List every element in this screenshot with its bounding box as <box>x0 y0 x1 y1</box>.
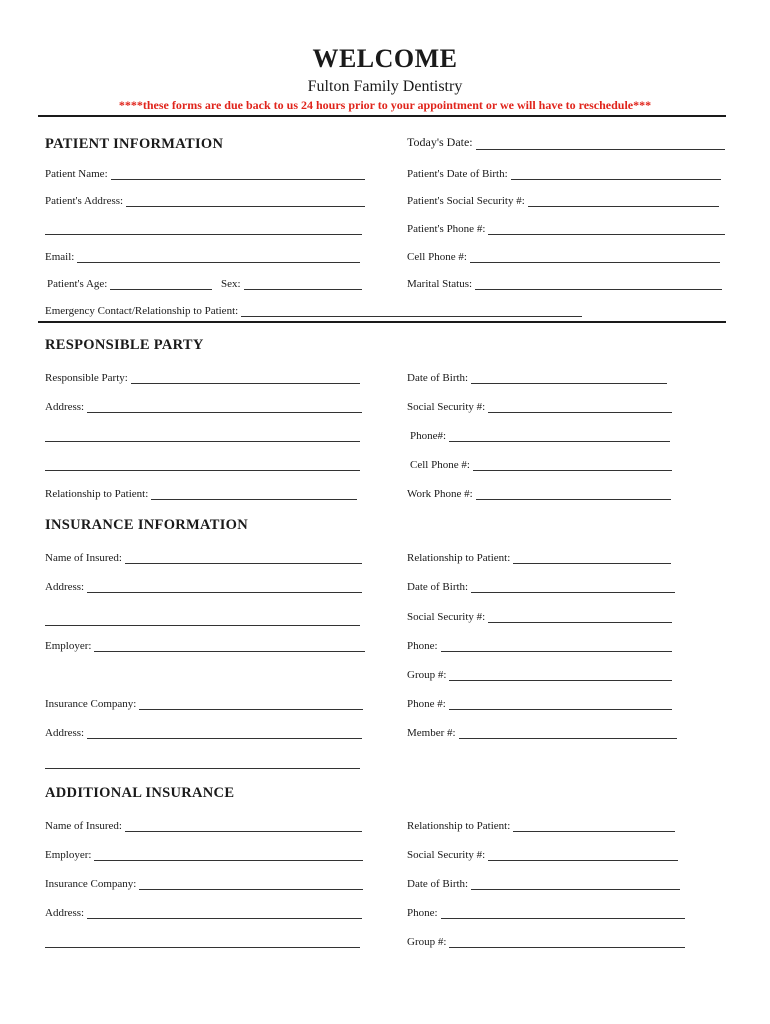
responsible-cell-line[interactable] <box>473 461 672 471</box>
insured-relationship-line[interactable] <box>513 554 671 564</box>
responsible-relationship-field[interactable]: Relationship to Patient: <box>45 488 357 500</box>
responsible-address-line[interactable] <box>87 403 362 413</box>
insurance-address-line-2[interactable] <box>45 768 360 769</box>
cell-phone-field[interactable]: Cell Phone #: <box>407 251 720 263</box>
member-number-line[interactable] <box>459 729 677 739</box>
additional-ssn-line[interactable] <box>488 851 678 861</box>
insured-ssn-field[interactable]: Social Security #: <box>407 611 672 623</box>
additional-address-line-2[interactable] <box>45 947 360 948</box>
patient-name-field[interactable]: Patient Name: <box>45 168 365 180</box>
additional-company-field[interactable]: Insurance Company: <box>45 878 363 890</box>
insurance-address-field[interactable]: Address: <box>45 727 362 739</box>
additional-relationship-line[interactable] <box>513 822 675 832</box>
patient-phone-field[interactable]: Patient's Phone #: <box>407 223 725 235</box>
patient-dob-line[interactable] <box>511 170 721 180</box>
insurance-company-field[interactable]: Insurance Company: <box>45 698 363 710</box>
patient-name-line[interactable] <box>111 170 365 180</box>
insured-phone-line[interactable] <box>441 642 672 652</box>
patient-ssn-field[interactable]: Patient's Social Security #: <box>407 195 719 207</box>
patient-ssn-line[interactable] <box>528 197 719 207</box>
section-additional-insurance: ADDITIONAL INSURANCE <box>45 785 235 801</box>
insurance-company-line[interactable] <box>139 700 363 710</box>
section-responsible-party: RESPONSIBLE PARTY <box>45 337 204 353</box>
responsible-address-field[interactable]: Address: <box>45 401 362 413</box>
responsible-phone-field[interactable]: Phone#: <box>410 430 670 442</box>
patient-address-line-2[interactable] <box>45 234 362 235</box>
email-field[interactable]: Email: <box>45 251 360 263</box>
responsible-phone-line[interactable] <box>449 432 670 442</box>
insured-dob-line[interactable] <box>471 583 675 593</box>
group-number-line[interactable] <box>449 671 672 681</box>
insured-dob-field[interactable]: Date of Birth: <box>407 581 675 593</box>
patient-section-divider <box>38 321 726 323</box>
employer-field[interactable]: Employer: <box>45 640 365 652</box>
additional-insured-name-line[interactable] <box>125 822 362 832</box>
responsible-party-line[interactable] <box>131 374 360 384</box>
additional-ssn-field[interactable]: Social Security #: <box>407 849 678 861</box>
additional-phone-line[interactable] <box>441 909 685 919</box>
page-title: WELCOME <box>312 44 458 73</box>
due-notice: ****these forms are due back to us 24 hours prior to your appointment or we will have to reschedule*** <box>118 98 652 112</box>
additional-company-line[interactable] <box>139 880 363 890</box>
insurance-phone-field[interactable]: Phone #: <box>407 698 672 710</box>
section-patient-information: PATIENT INFORMATION <box>45 136 224 152</box>
marital-status-line[interactable] <box>475 280 722 290</box>
header-divider <box>38 115 726 117</box>
responsible-dob-line[interactable] <box>471 374 667 384</box>
insured-ssn-line[interactable] <box>488 613 672 623</box>
emergency-contact-line[interactable] <box>241 307 582 317</box>
practice-name: Fulton Family Dentistry <box>307 78 463 95</box>
additional-group-line[interactable] <box>449 938 685 948</box>
patient-address-field[interactable]: Patient's Address: <box>45 195 365 207</box>
todays-date-field[interactable]: Today's Date: <box>407 135 725 150</box>
insurance-phone-line[interactable] <box>449 700 672 710</box>
additional-address-field[interactable]: Address: <box>45 907 362 919</box>
insured-address-line[interactable] <box>87 583 362 593</box>
employer-line[interactable] <box>94 642 365 652</box>
additional-relationship-field[interactable]: Relationship to Patient: <box>407 820 675 832</box>
patient-age-field[interactable]: Patient's Age: <box>47 278 212 290</box>
member-number-field[interactable]: Member #: <box>407 727 677 739</box>
insurance-address-line[interactable] <box>87 729 362 739</box>
insured-name-field[interactable]: Name of Insured: <box>45 552 362 564</box>
sex-field[interactable]: Sex: <box>221 278 362 290</box>
insured-address-field[interactable]: Address: <box>45 581 362 593</box>
insured-name-line[interactable] <box>125 554 362 564</box>
emergency-contact-field[interactable]: Emergency Contact/Relationship to Patient: <box>45 305 582 317</box>
marital-status-field[interactable]: Marital Status: <box>407 278 722 290</box>
work-phone-line[interactable] <box>476 490 671 500</box>
insured-relationship-field[interactable]: Relationship to Patient: <box>407 552 671 564</box>
additional-insured-name-field[interactable]: Name of Insured: <box>45 820 362 832</box>
group-number-field[interactable]: Group #: <box>407 669 672 681</box>
responsible-cell-field[interactable]: Cell Phone #: <box>410 459 672 471</box>
patient-phone-line[interactable] <box>488 225 725 235</box>
patient-address-line[interactable] <box>126 197 365 207</box>
insured-address-line-2[interactable] <box>45 625 360 626</box>
responsible-relationship-line[interactable] <box>151 490 357 500</box>
email-line[interactable] <box>77 253 360 263</box>
patient-dob-field[interactable]: Patient's Date of Birth: <box>407 168 721 180</box>
responsible-address-line-2[interactable] <box>45 441 360 442</box>
work-phone-field[interactable]: Work Phone #: <box>407 488 671 500</box>
responsible-ssn-field[interactable]: Social Security #: <box>407 401 672 413</box>
patient-age-line[interactable] <box>110 280 212 290</box>
additional-employer-line[interactable] <box>94 851 363 861</box>
responsible-party-field[interactable]: Responsible Party: <box>45 372 360 384</box>
additional-address-line[interactable] <box>87 909 362 919</box>
insured-phone-field[interactable]: Phone: <box>407 640 672 652</box>
section-insurance-information: INSURANCE INFORMATION <box>45 517 248 533</box>
additional-dob-field[interactable]: Date of Birth: <box>407 878 680 890</box>
todays-date-line[interactable] <box>476 140 725 150</box>
additional-dob-line[interactable] <box>471 880 680 890</box>
additional-group-field[interactable]: Group #: <box>407 936 685 948</box>
responsible-dob-field[interactable]: Date of Birth: <box>407 372 667 384</box>
responsible-address-line-3[interactable] <box>45 470 360 471</box>
sex-line[interactable] <box>244 280 362 290</box>
responsible-ssn-line[interactable] <box>488 403 672 413</box>
additional-employer-field[interactable]: Employer: <box>45 849 363 861</box>
cell-phone-line[interactable] <box>470 253 720 263</box>
additional-phone-field[interactable]: Phone: <box>407 907 685 919</box>
